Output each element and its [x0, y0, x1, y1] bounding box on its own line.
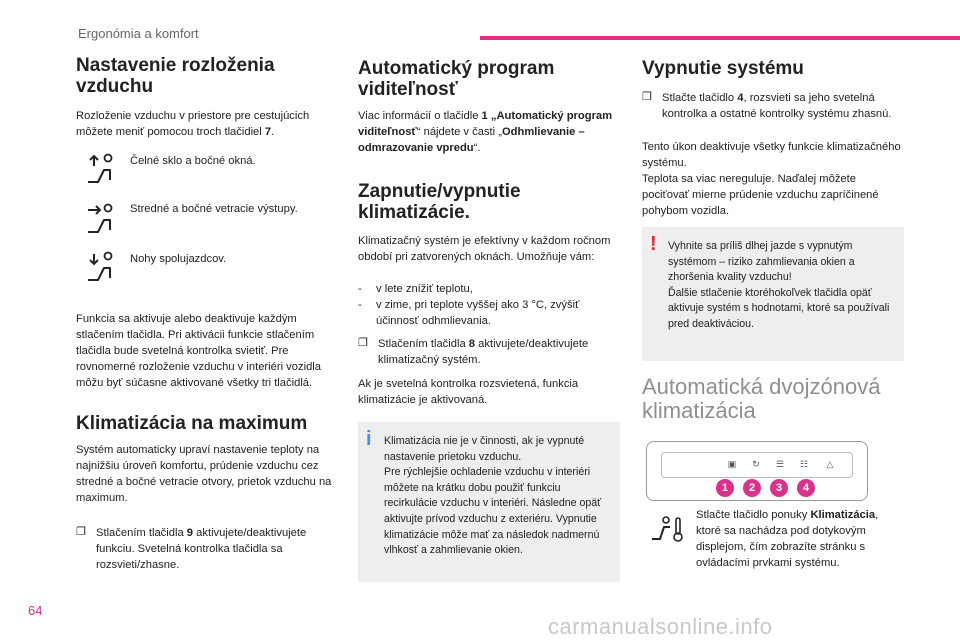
system-off-instruction: ❐ Stlačte tlačidlo 4, rozsvieti sa jeho svetelná kontrolka a ostatné kontrolky systému zhasnú.	[642, 91, 892, 120]
panel-button-strip	[661, 452, 853, 478]
front-defrost-button-icon: ☷	[799, 459, 809, 469]
airflow-item-feet	[76, 250, 338, 300]
max-ac-instruction: ❐ Stlačením tlačidla 9 aktivujete/deaktivujete funkciu. Svetelná kontrolka tlačidla sa rozsvieti/zhasne.	[76, 526, 307, 571]
system-off-description: Tento úkon deaktivuje všetky funkcie klimatizačného systému. Teplota sa viac nereguluje. Naďalej môžete pociťovať mierne prúdenie vzduchu zapríčinené pohybom vozidla.	[642, 141, 901, 217]
ac-status-text: Ak je svetelná kontrolka rozsvietená, funkcia klimatizácie je aktivovaná.	[358, 378, 579, 406]
airflow-item-face-vents	[76, 200, 338, 250]
max-ac-description: Systém automaticky upraví nastavenie teploty na najnižšiu úroveň komfortu, prúdenie vzduchu cez stredné a bočné vetracie otvory, prietok vzduchu na maximum.	[76, 444, 332, 504]
air-distribution-title: Nastavenie rozloženia vzduchu	[76, 55, 275, 97]
ac-onoff-title: Zapnutie/vypnutie klimatizácie.	[358, 181, 521, 223]
callout-badge-1: 1	[716, 479, 734, 497]
recirculation-button-icon: ↻	[752, 459, 760, 469]
climate-menu-instruction: Stlačte tlačidlo ponuky Klimatizácia, ktoré sa nachádza pod dotykovým displejom, čím zobrazíte stránku s ovládacími prvkami systému.	[696, 509, 879, 569]
ac-onoff-instruction: ❐ Stlačením tlačidla 8 aktivujete/deaktivujete klimatizačný systém.	[358, 337, 589, 366]
header-accent-bar	[480, 36, 960, 40]
function-description: Funkcia sa aktivuje alebo deaktivuje každým stlačením tlačidla. Pri aktivácii funkcie stlačením tlačidla bude svetelná kontrolka svietiť. Pre rovnomerné rozloženie vzduchu v interiéri vozidla môžu byť súčasne aktivované všetky tri tlačidlá.	[76, 313, 321, 389]
watermark: carmanualsonline.info	[548, 614, 773, 639]
info-note-box	[358, 422, 620, 582]
windshield-button-icon: ▣	[727, 459, 737, 469]
max-ac-title: Klimatizácia na maximum	[76, 413, 308, 434]
system-off-title: Vypnutie systému	[642, 58, 804, 79]
callout-badge-2: 2	[743, 479, 761, 497]
warning-note-text: Vyhnite sa príliš dlhej jazde s vypnutým systémom – riziko zahmlievania okien a zhoršenia kvality vzduchu! Ďalšie stlačenie ktoréhokoľvek tlačidla opäť aktivuje systém s hodnotami, ktoré sa používali pred deaktiváciou.	[668, 240, 890, 330]
dual-zone-title: Automatická dvojzónová klimatizácia	[642, 374, 881, 423]
climate-menu-icon	[648, 515, 686, 545]
ac-benefits-list	[358, 281, 620, 329]
warning-icon: !	[650, 233, 657, 255]
face-vents-airflow-icon	[84, 200, 120, 236]
visibility-program-intro: Viac informácií o tlačidle 1 „Automatický program viditeľnosť“ nájdete v časti „Odhmlievanie – odmrazovanie vpredu“.	[358, 110, 613, 154]
list-item: - v lete znížiť teplotu,	[358, 283, 473, 295]
airflow-label-feet: Nohy spolujazdcov.	[130, 253, 227, 265]
instruction-marker-icon: ❐	[358, 337, 368, 349]
callout-badge-4: 4	[797, 479, 815, 497]
callout-badge-3: 3	[770, 479, 788, 497]
warning-note-box	[642, 227, 904, 361]
hazard-button-icon: △	[826, 459, 834, 469]
air-distribution-intro: Rozloženie vzduchu v priestore pre cestujúcich môžete meniť pomocou troch tlačidiel 7.	[76, 110, 310, 138]
rear-defrost-button-icon: ☰	[775, 459, 785, 469]
airflow-item-windshield	[76, 152, 338, 202]
airflow-label-windshield: Čelné sklo a bočné okná.	[130, 155, 256, 167]
instruction-marker-icon: ❐	[76, 526, 86, 538]
section-header: Ergonómia a komfort	[78, 26, 199, 41]
airflow-label-face-vents: Stredné a bočné vetracie výstupy.	[130, 203, 298, 215]
feet-airflow-icon	[84, 250, 120, 286]
instruction-marker-icon: ❐	[642, 91, 652, 103]
ac-onoff-description: Klimatizačný systém je efektívny v každom ročnom období pri zatvorených oknách. Umožňuje vám:	[358, 235, 611, 263]
page-number: 64	[28, 603, 43, 618]
windshield-airflow-icon	[84, 152, 120, 188]
visibility-program-title: Automatický program viditeľnosť	[358, 58, 555, 100]
info-icon: i	[366, 428, 372, 450]
info-note-text: Klimatizácia nie je v činnosti, ak je vypnuté nastavenie prietoku vzduchu. Pre rýchlejšie ochladenie vzduchu v interiéri môžete na krátku dobu použiť funkciu recirkulácie vzduchu v interiéri. Následne opäť aktivujte prívod vzduchu z exteriéru. Vypnutie klimatizácie môže mať za následok nadmernú vlhkosť a zahmlievanie okien.	[384, 435, 602, 557]
list-item: - v zime, pri teplote vyššej ako 3 °C, zvýšiť účinnosť odhmlievania.	[358, 299, 580, 327]
